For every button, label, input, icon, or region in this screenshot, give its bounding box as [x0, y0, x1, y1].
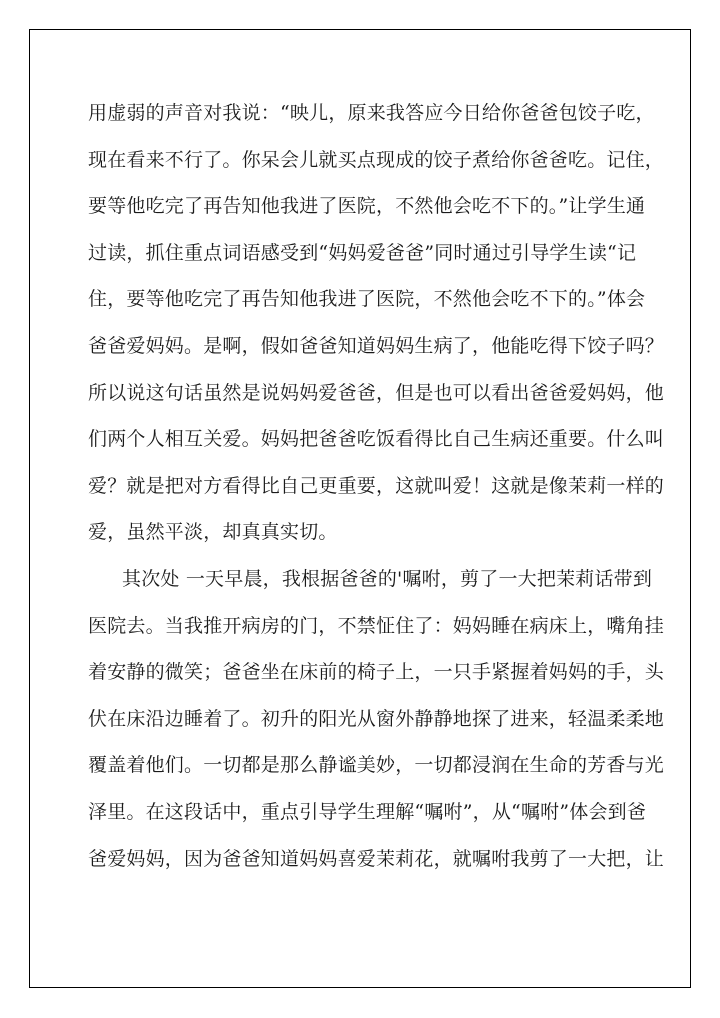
text-line: 过读，抓住重点词语感受到“妈妈爱爸爸”同时通过引导学生读“记	[88, 241, 637, 264]
text-line: 覆盖着他们。一切都是那么静谧美妙，一切都浸润在生命的芳香与光	[88, 754, 665, 777]
text-line: 用虚弱的声音对我说：“映儿，原来我答应今日给你爸爸包饺子吃，	[88, 102, 655, 124]
paragraph	[88, 93, 665, 559]
text-line: 其次处 一天早晨，我根据爸爸的'嘱咐，剪了一大把茉莉话带到	[122, 567, 653, 590]
text-line: 们两个人相互关爱。妈妈把爸爸吃饭看得比自己生病还重要。什么叫	[88, 428, 665, 451]
text-line: 着安静的微笑；爸爸坐在床前的椅子上，一只手紧握着妈妈的手，头	[88, 661, 665, 684]
text-line: 伏在床沿边睡着了。初升的阳光从窗外静静地探了进来，轻温柔柔地	[88, 707, 665, 730]
paragraph	[88, 559, 665, 885]
text-line: 住，要等他吃完了再告知他我进了医院，不然他会吃不下的。”体会	[88, 288, 646, 311]
text-line: 爸爱妈妈，因为爸爸知道妈妈喜爱茉莉花，就嘱咐我剪了一大把，让	[88, 847, 665, 870]
text-line: 爱，虽然平淡，却真真实切。	[88, 521, 338, 544]
text-line: 爱？就是把对方看得比自己更重要，这就叫爱！这就是像茉莉一样的	[88, 474, 665, 497]
text-line: 要等他吃完了再告知他我进了医院，不然他会吃不下的。”让学生通	[88, 195, 646, 218]
text-line: 医院去。当我推开病房的门，不禁怔住了：妈妈睡在病床上，嘴角挂	[88, 614, 665, 637]
text-line: 现在看来不行了。你呆会儿就买点现成的饺子煮给你爸爸吃。记住，	[88, 148, 665, 171]
text-line: 所以说这句话虽然是说妈妈爱爸爸，但是也可以看出爸爸爱妈妈，他	[88, 381, 665, 404]
document-body	[88, 93, 665, 885]
text-line: 泽里。在这段话中，重点引导学生理解“嘱咐”，从“嘱咐”体会到爸	[88, 800, 647, 823]
text-line: 爸爸爱妈妈。是啊，假如爸爸知道妈妈生病了，他能吃得下饺子吗？	[88, 334, 665, 357]
